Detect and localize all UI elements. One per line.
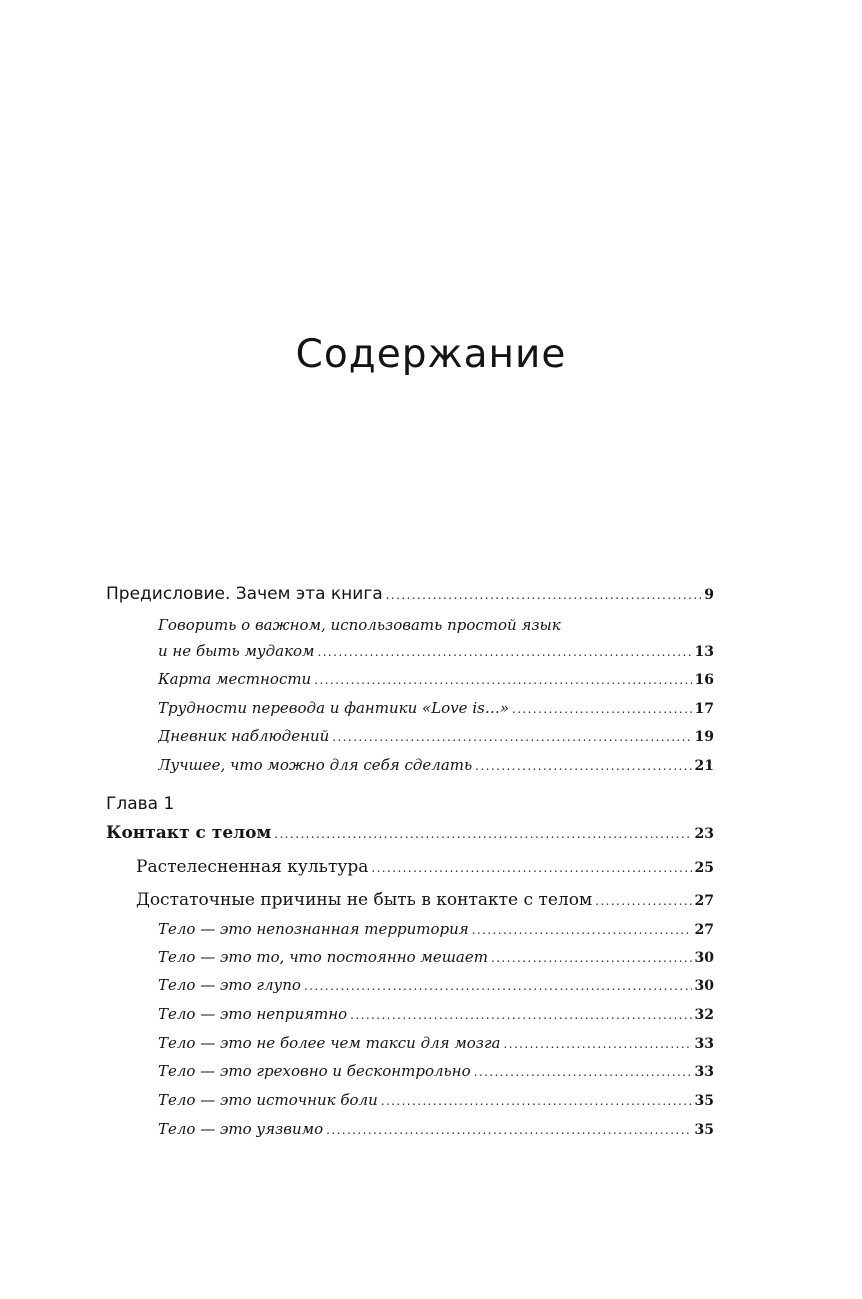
toc-page-number: 35 [694, 1093, 714, 1109]
toc-entry-subsection[interactable] [158, 1120, 714, 1138]
toc-entry-preface-item[interactable] [158, 727, 714, 745]
toc-entry-label: Тело — это греховно и бесконтрольно [158, 1062, 471, 1080]
dot-leader [475, 759, 691, 773]
toc-entry-label: Тело — это уязвимо [158, 1120, 324, 1138]
dot-leader [472, 923, 692, 937]
toc-entry-preface-item[interactable] [158, 699, 714, 717]
toc-entry-label: и не быть мудаком [158, 642, 315, 660]
toc-entry-subsection[interactable] [158, 920, 714, 938]
dot-leader [318, 645, 692, 659]
toc-entry-preface-item[interactable] [158, 756, 714, 774]
toc-entry-subsection[interactable] [158, 976, 714, 994]
toc-page-number: 25 [694, 860, 714, 876]
toc-entry-label-line1: Говорить о важном, использовать простой язык [158, 616, 561, 634]
toc-page-number: 32 [694, 1007, 714, 1023]
toc-page-number: 35 [694, 1122, 714, 1138]
toc-page-number: 23 [694, 826, 714, 842]
dot-leader [491, 951, 692, 965]
dot-leader [386, 588, 702, 602]
toc-entry-label: Тело — это неприятно [158, 1005, 348, 1023]
toc-entry-label: Дневник наблюдений [158, 727, 330, 745]
toc-entry-label: Растелесненная культура [136, 857, 369, 877]
toc-entry-preface-item[interactable] [158, 670, 714, 688]
toc-page-number: 33 [694, 1036, 714, 1052]
toc-entry-section[interactable] [136, 890, 714, 910]
toc-entry-preface[interactable] [106, 584, 714, 604]
toc-entry-subsection[interactable] [158, 1034, 714, 1052]
toc-entry-label: Предисловие. Зачем эта книга [106, 584, 383, 604]
toc-entry-subsection[interactable] [158, 1062, 714, 1080]
toc-page-number: 17 [694, 701, 714, 717]
toc-page-number: 30 [694, 978, 714, 994]
toc-page-number: 13 [694, 644, 714, 660]
dot-leader [326, 1123, 691, 1137]
toc-page-number: 19 [694, 729, 714, 745]
toc-page-number: 33 [694, 1064, 714, 1080]
toc-entry-label: Тело — это непознанная территория [158, 920, 469, 938]
toc-page-number: 27 [694, 922, 714, 938]
dot-leader [595, 894, 691, 908]
toc-page-number: 27 [694, 893, 714, 909]
toc-entry-label: Тело — это то, что постоянно мешает [158, 948, 488, 966]
dot-leader [314, 673, 691, 687]
toc-entry-chapter[interactable] [106, 823, 714, 843]
toc-page-number: 16 [694, 672, 714, 688]
dot-leader [474, 1065, 692, 1079]
toc-page-number: 30 [694, 950, 714, 966]
dot-leader [304, 979, 692, 993]
dot-leader [274, 827, 691, 841]
toc-entry-subsection[interactable] [158, 1005, 714, 1023]
toc-entry-label: Трудности перевода и фантики «Love is…» [158, 699, 509, 717]
toc-entry-label: Тело — это источник боли [158, 1091, 378, 1109]
toc-entry-label: Контакт с телом [106, 823, 272, 843]
toc-entry-label: Карта местности [158, 670, 312, 688]
toc-entry-subsection[interactable] [158, 1091, 714, 1109]
dot-leader [350, 1008, 691, 1022]
toc-page-number: 21 [694, 758, 714, 774]
toc-entry-section[interactable] [136, 857, 714, 877]
toc-entry-label: Тело — это не более чем такси для мозга [158, 1034, 501, 1052]
toc-page-number: 9 [704, 587, 714, 603]
dot-leader [512, 702, 692, 716]
chapter-number-label: Глава 1 [106, 794, 175, 814]
dot-leader [332, 730, 691, 744]
toc-entry-label: Тело — это глупо [158, 976, 301, 994]
toc-entry-subsection[interactable] [158, 948, 714, 966]
dot-leader [504, 1037, 692, 1051]
dot-leader [371, 861, 691, 875]
toc-entry-preface-item[interactable] [158, 642, 714, 660]
toc-entry-label: Достаточные причины не быть в контакте с телом [136, 890, 593, 910]
page-title: Содержание [295, 332, 567, 377]
toc-entry-label: Лучшее, что можно для себя сделать [158, 756, 473, 774]
dot-leader [381, 1094, 692, 1108]
